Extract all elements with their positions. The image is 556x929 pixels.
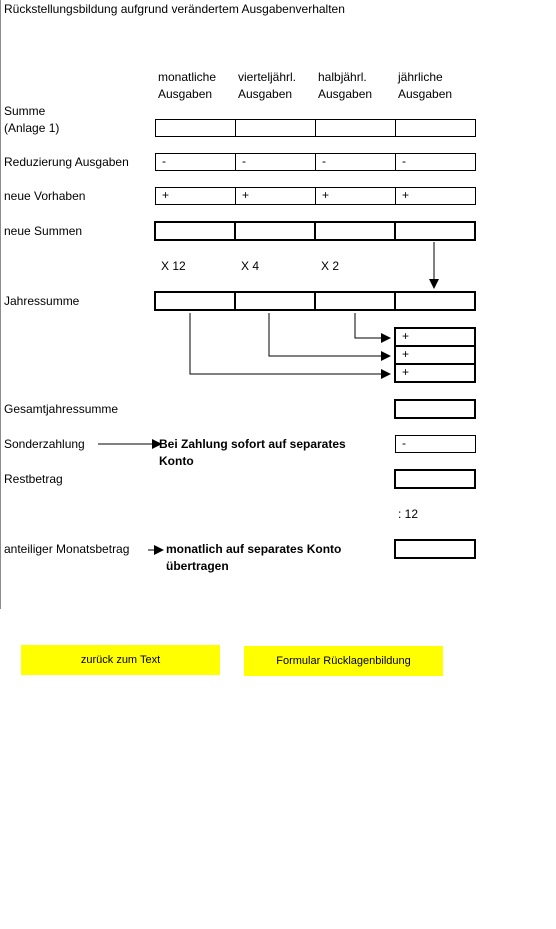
sonderzahlung-note: Bei Zahlung sofort auf separates Konto bbox=[159, 437, 346, 468]
reduzierung-cell-quarterly[interactable]: - bbox=[235, 153, 316, 171]
divisor-label: : 12 bbox=[398, 507, 419, 521]
neue-summen-cell-monthly[interactable] bbox=[154, 221, 236, 241]
multiplier-halfyear: X 2 bbox=[321, 259, 340, 273]
back-to-text-button[interactable]: zurück zum Text bbox=[21, 645, 220, 675]
row-label-jahressumme: Jahressumme bbox=[4, 294, 80, 308]
sum-stack-cell-2[interactable]: + bbox=[394, 345, 476, 365]
neue-summen-cell-quarterly[interactable] bbox=[234, 221, 316, 241]
row-label-neue-summen: neue Summen bbox=[4, 224, 83, 238]
reduzierung-cell-yearly[interactable]: - bbox=[395, 153, 476, 171]
reduzierung-cell-monthly[interactable]: - bbox=[155, 153, 236, 171]
arrow-quarterly bbox=[269, 313, 390, 356]
form-reserve-button[interactable]: Formular Rücklagenbildung bbox=[244, 646, 443, 676]
sum-stack-cell-3[interactable]: + bbox=[394, 363, 476, 383]
reduzierung-cell-halfyear[interactable]: - bbox=[315, 153, 396, 171]
sonderzahlung-cell[interactable]: - bbox=[395, 435, 476, 453]
multiplier-quarterly: X 4 bbox=[241, 259, 260, 273]
jahressumme-cell-quarterly[interactable] bbox=[234, 291, 316, 311]
summe-cell-monthly[interactable] bbox=[155, 119, 236, 137]
row-label-reduzierung: Reduzierung Ausgaben bbox=[4, 155, 129, 169]
multiplier-monthly: X 12 bbox=[161, 259, 186, 273]
col-header-monthly: monatliche Ausgaben bbox=[158, 70, 217, 101]
col-header-yearly: jährliche Ausgaben bbox=[398, 70, 453, 101]
summe-cell-quarterly[interactable] bbox=[235, 119, 316, 137]
monatsbetrag-note: monatlich auf separates Konto übertragen bbox=[166, 542, 342, 573]
vorhaben-cell-halfyear[interactable]: + bbox=[315, 187, 396, 205]
monatsbetrag-cell[interactable] bbox=[394, 539, 476, 559]
neue-summen-cell-halfyear[interactable] bbox=[314, 221, 396, 241]
row-label-restbetrag: Restbetrag bbox=[4, 472, 63, 486]
arrow-monthly bbox=[190, 313, 390, 374]
neue-summen-cell-yearly[interactable] bbox=[394, 221, 476, 241]
page-title: Rückstellungsbildung aufgrund verändertem Ausgabenverhalten bbox=[4, 2, 345, 16]
restbetrag-cell[interactable] bbox=[394, 469, 476, 489]
gesamtjahressumme-cell[interactable] bbox=[394, 399, 476, 419]
summe-cell-halfyear[interactable] bbox=[315, 119, 396, 137]
row-label-gesamtjahressumme: Gesamtjahressumme bbox=[4, 402, 119, 416]
sheet-left-border bbox=[0, 0, 1, 609]
vorhaben-cell-quarterly[interactable]: + bbox=[235, 187, 316, 205]
sum-stack-cell-1[interactable]: + bbox=[394, 327, 476, 347]
jahressumme-cell-yearly[interactable] bbox=[394, 291, 476, 311]
col-header-quarterly: vierteljährl. Ausgaben bbox=[238, 70, 297, 101]
row-label-sonderzahlung: Sonderzahlung bbox=[4, 437, 85, 451]
jahressumme-cell-monthly[interactable] bbox=[154, 291, 236, 311]
arrow-halfyear bbox=[355, 313, 390, 338]
row-label-summe: Summe (Anlage 1) bbox=[4, 104, 60, 135]
summe-cell-yearly[interactable] bbox=[395, 119, 476, 137]
row-label-anteiliger-monatsbetrag: anteiliger Monatsbetrag bbox=[4, 542, 130, 556]
jahressumme-cell-halfyear[interactable] bbox=[314, 291, 396, 311]
col-header-halfyear: halbjährl. Ausgaben bbox=[318, 70, 373, 101]
vorhaben-cell-monthly[interactable]: + bbox=[155, 187, 236, 205]
row-label-neue-vorhaben: neue Vorhaben bbox=[4, 189, 86, 203]
vorhaben-cell-yearly[interactable]: + bbox=[395, 187, 476, 205]
